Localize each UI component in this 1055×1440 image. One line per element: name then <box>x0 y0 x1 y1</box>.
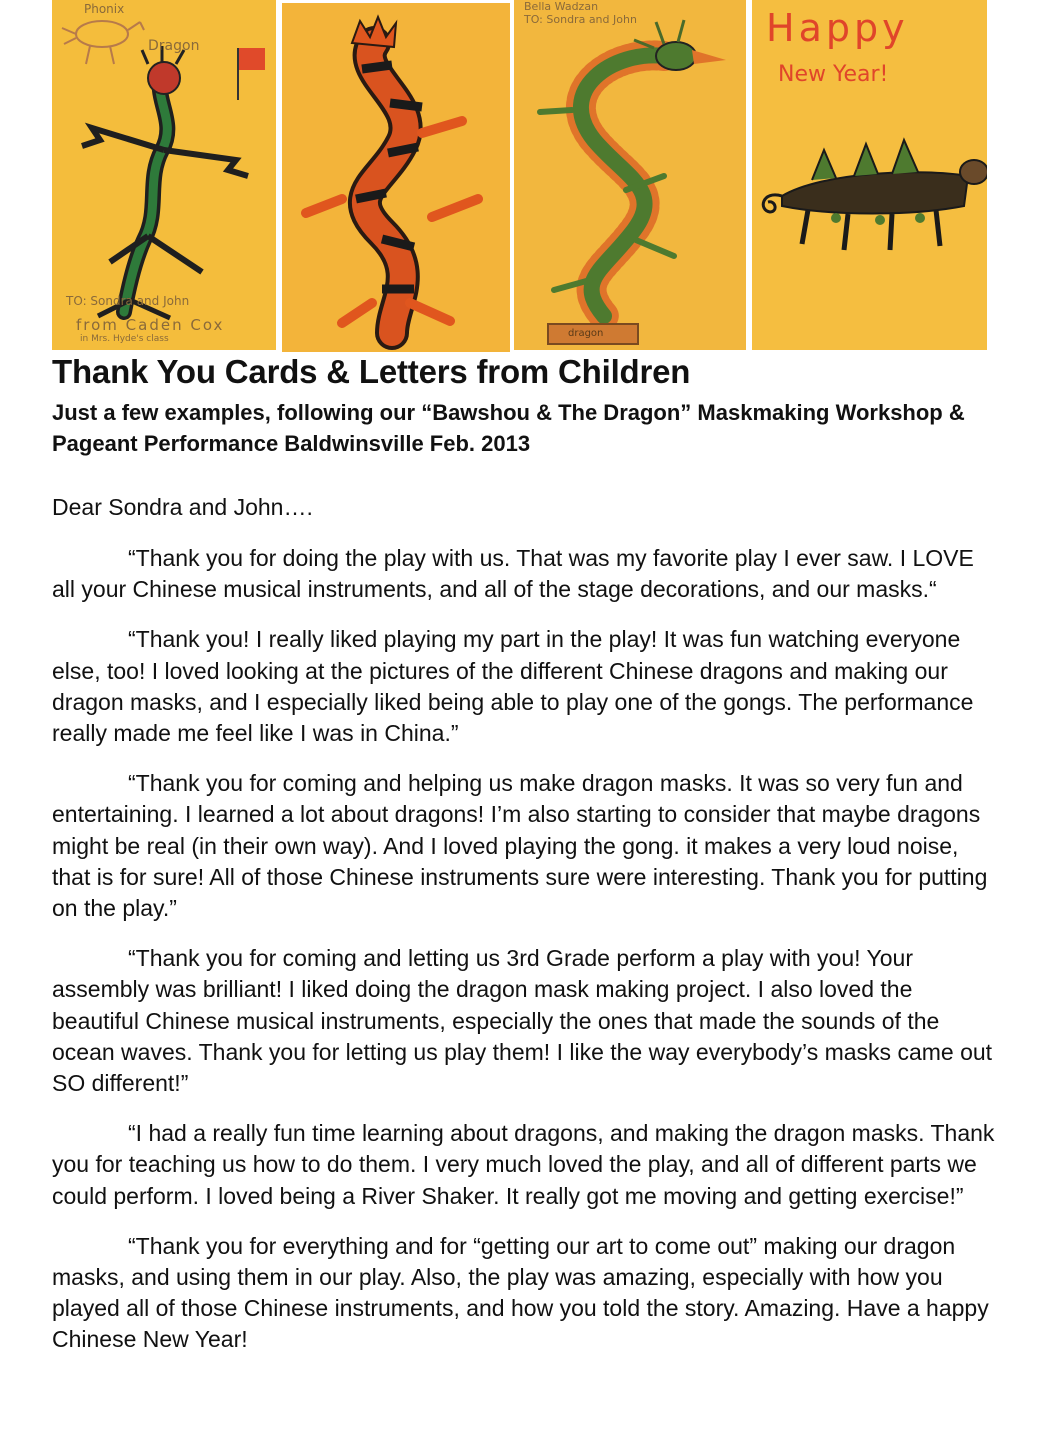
card1-to-label: TO: Sondra and John <box>66 294 190 308</box>
card1-class-label: in Mrs. Hyde's class <box>80 334 169 344</box>
letter-paragraph: “Thank you for everything and for “getting our art to come out” making our dragon masks, and using them in our play. Also, the play was amazing, especially with how you played all of those Chinese instruments, and how you told the story. Amazing. Have a happy Chinese New Year! <box>52 1232 989 1353</box>
card1-dragon-label: Dragon <box>148 38 200 54</box>
card3-name-label: Bella Wadzan <box>524 0 599 13</box>
card4-new-year-heading: New Year! <box>778 62 889 87</box>
letter-paragraph: “Thank you for coming and helping us make dragon masks. It was so very fun and entertaining. I learned a lot about dragons! I’m also starting to consider that maybe dragons might be real (in their own way). And I loved playing the gong. it makes a very loud noise, that is for sure! All of those Chinese instruments sure were interesting. Thank you for putting on the play.” <box>52 770 988 922</box>
letter-paragraph: “Thank you! I really liked playing my part in the play! It was fun watching everyone else, too! I loved looking at the pictures of the different Chinese dragons and making our dragon masks, and I especially liked being able to play one of the gongs. The performance really made me feel like I was in China.” <box>52 626 974 747</box>
card3-dragon-label: dragon <box>568 328 604 339</box>
dragon-drawing-2 <box>282 3 510 352</box>
drawing-card-4 <box>752 0 987 350</box>
letter-paragraph: “I had a really fun time learning about dragons, and making the dragon masks. Thank you for teaching us how to do them. I very much loved the play, and all of different parts we could perform. I loved being a River Shaker. It really got me moving and getting exercise!” <box>52 1120 995 1209</box>
letter-greeting: Dear Sondra and John…. <box>52 494 313 520</box>
dragon-drawing-3 <box>514 0 746 350</box>
dragon-drawing-4 <box>752 0 987 350</box>
card1-phoenix-label: Phonix <box>84 2 125 16</box>
page-subtitle: Just a few examples, following our “Bawshou & The Dragon” Maskmaking Workshop & Pageant Performance Baldwinsville Feb. 2013 <box>52 400 965 456</box>
drawing-card-3 <box>514 0 746 350</box>
drawing-card-2 <box>282 3 510 352</box>
letters-list <box>52 543 997 1375</box>
letter-paragraph: “Thank you for coming and letting us 3rd Grade perform a play with you! Your assembly was brilliant! I liked doing the dragon mask making project. I also loved the beautiful Chinese musical instruments, especially the ones that made the sounds of the ocean waves. Thank you for letting us play them! I like the way everybody’s masks came out SO different!” <box>52 945 993 1097</box>
letter-paragraph: “Thank you for doing the play with us. That was my favorite play I ever saw. I LOVE all your Chinese musical instruments, and all of the stage decorations, and our masks.“ <box>52 545 974 603</box>
card4-happy-heading: Happy <box>766 6 909 50</box>
drawing-card-1 <box>52 0 276 350</box>
card3-to-label: TO: Sondra and John <box>524 13 637 26</box>
card1-from-label: from Caden Cox <box>76 316 225 334</box>
drawings-strip <box>0 0 1055 352</box>
page-title: Thank You Cards & Letters from Children <box>52 353 691 390</box>
